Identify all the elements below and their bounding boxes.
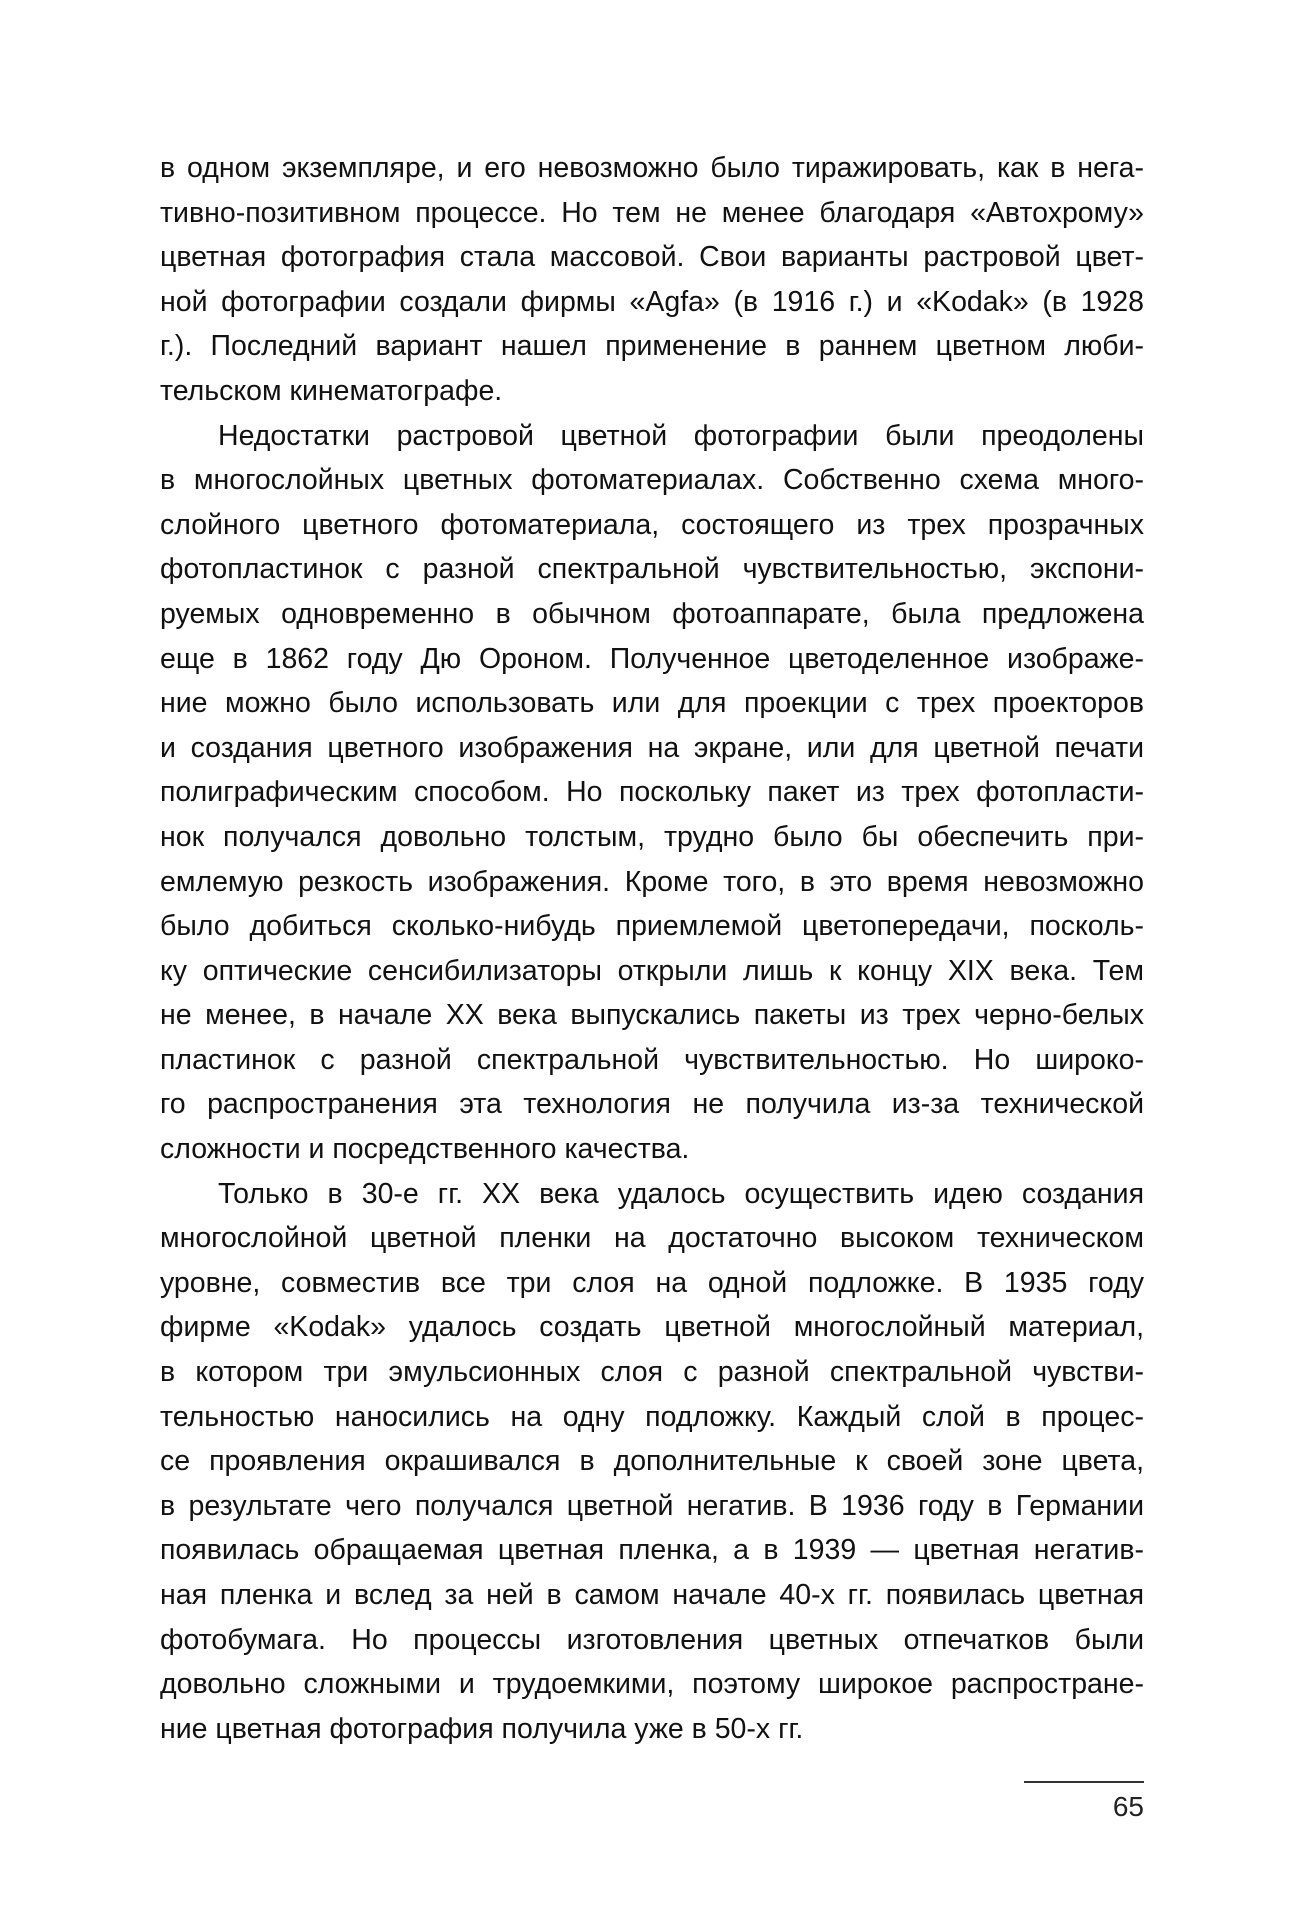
text-line: фотобумага. Но процессы изготовления цветных отпечатков были — [160, 1623, 1144, 1656]
text-line: было добиться сколько-нибудь приемлемой цветопередачи, посколь- — [160, 910, 1144, 943]
text-line: полиграфическим способом. Но поскольку пакет из трех фотопласти- — [160, 776, 1144, 809]
text-line: Недостатки растровой цветной фотографии были преодолены — [218, 419, 1144, 452]
text-line: нок получался довольно толстым, трудно было бы обеспечить при- — [160, 820, 1144, 853]
text-line: уровне, совместив все три слоя на одной подложке. В 1935 году — [160, 1266, 1144, 1299]
text-line: слойного цветного фотоматериала, состоящего из трех прозрачных — [160, 508, 1144, 541]
text-line: емлемую резкость изображения. Кроме того, в это время невозможно — [160, 865, 1144, 898]
text-line: появилась обращаемая цветная пленка, а в 1939 — цветная негатив- — [160, 1534, 1144, 1567]
text-line: многослойной цветной пленки на достаточно высоком техническом — [160, 1222, 1144, 1255]
text-line: тивно-позитивном процессе. Но тем не менее благодаря «Автохрому» — [160, 196, 1144, 229]
text-line: сложности и посредственного качества. — [160, 1133, 690, 1166]
text-line: еще в 1862 году Дю Ороном. Полученное цветоделенное изображе- — [160, 642, 1144, 675]
text-line: ной фотографии создали фирмы «Agfa» (в 1916 г.) и «Kodak» (в 1928 — [160, 285, 1144, 318]
text-line: ние можно было использовать или для проекции с трех проекторов — [160, 687, 1144, 720]
text-line: в одном экземпляре, и его невозможно было тиражировать, как в нега- — [160, 152, 1144, 184]
text-line: ная пленка и вслед за ней в самом начале 40-х гг. появилась цветная — [160, 1579, 1144, 1611]
text-line: г.). Последний вариант нашел применение в раннем цветном люби- — [160, 330, 1144, 363]
text-line: в многослойных цветных фотоматериалах. Собственно схема много- — [160, 464, 1144, 497]
body-text — [160, 146, 1144, 1751]
text-line: цветная фотография стала массовой. Свои варианты растровой цвет- — [160, 241, 1144, 274]
text-line: не менее, в начале XX века выпускались пакеты из трех черно-белых — [160, 999, 1144, 1032]
paragraph-1 — [160, 146, 1144, 414]
text-line: пластинок с разной спектральной чувствительностью. Но широко- — [160, 1043, 1144, 1076]
text-line: фотопластинок с разной спектральной чувствительностью, экспони- — [160, 553, 1144, 586]
text-line: ку оптические сенсибилизаторы открыли лишь к концу XIX века. Тем — [160, 954, 1144, 987]
text-line: тельском кинематографе. — [160, 374, 503, 407]
text-line: Только в 30-е гг. XX века удалось осуществить идею создания — [218, 1177, 1144, 1210]
footer-divider — [1024, 1781, 1144, 1783]
page-number: 65 — [1112, 1791, 1144, 1822]
text-line: фирме «Kodak» удалось создать цветной многослойный материал, — [160, 1311, 1144, 1344]
text-line: ние цветная фотография получила уже в 50-х гг. — [160, 1712, 804, 1745]
text-line: и создания цветного изображения на экране, или для цветной печати — [160, 731, 1144, 764]
text-line: довольно сложными и трудоемкими, поэтому широкое распростране- — [160, 1668, 1144, 1701]
text-line: го распространения эта технология не получила из-за технической — [160, 1088, 1144, 1121]
text-line: руемых одновременно в обычном фотоаппарате, была предложена — [160, 597, 1144, 630]
paragraph-2 — [160, 414, 1144, 1172]
paragraph-3 — [160, 1172, 1144, 1752]
text-line: в результате чего получался цветной негатив. В 1936 году в Германии — [160, 1489, 1144, 1522]
text-line: в котором три эмульсионных слоя с разной спектральной чувстви- — [160, 1356, 1144, 1389]
text-line: се проявления окрашивался в дополнительные к своей зоне цвета, — [160, 1445, 1144, 1478]
text-line: тельностью наносились на одну подложку. Каждый слой в процес- — [160, 1400, 1144, 1433]
